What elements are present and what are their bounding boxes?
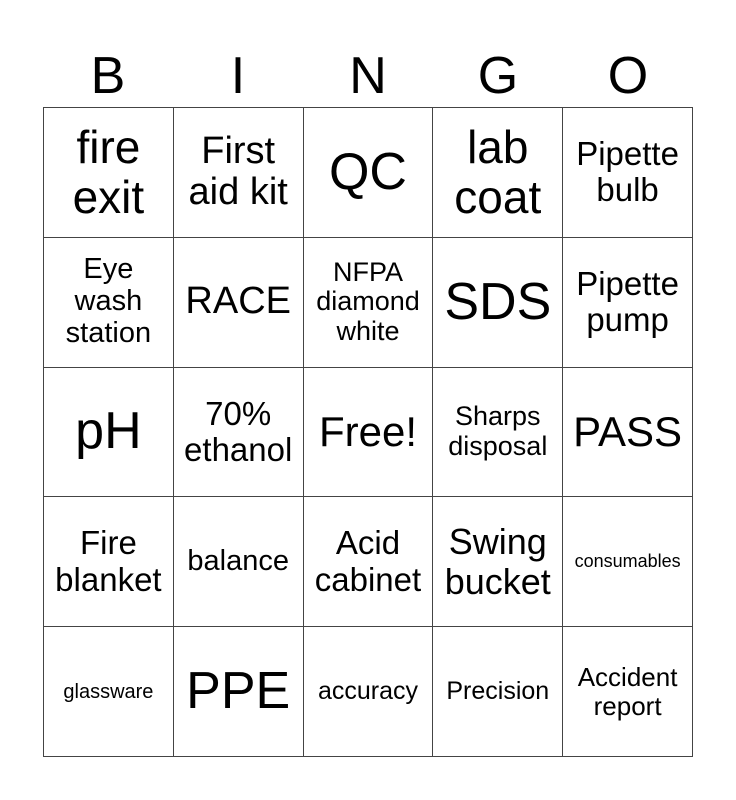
- bingo-cell[interactable]: [563, 497, 693, 627]
- cell-label: SDS: [444, 272, 552, 331]
- header-letter-b: B: [90, 47, 126, 105]
- cell-label: First aid kit: [188, 129, 288, 214]
- bingo-cell[interactable]: [174, 108, 304, 238]
- cell-label: Eye wash station: [65, 253, 152, 350]
- bingo-cell[interactable]: [433, 238, 563, 368]
- cell-label: Swing bucket: [444, 521, 551, 602]
- cell-label: pH: [75, 402, 142, 461]
- header-letter-g: G: [477, 47, 519, 105]
- bingo-cell[interactable]: [563, 238, 693, 368]
- bingo-cell[interactable]: [174, 627, 304, 757]
- bingo-cell[interactable]: [433, 108, 563, 238]
- bingo-cell[interactable]: [433, 627, 563, 757]
- cell-label: RACE: [185, 280, 291, 323]
- bingo-cell[interactable]: [44, 627, 174, 757]
- bingo-cell[interactable]: [44, 238, 174, 368]
- bingo-header: [43, 44, 693, 108]
- cell-label: NFPA diamond white: [316, 256, 420, 347]
- cell-label: accuracy: [317, 676, 419, 705]
- cell-label: Precision: [446, 676, 550, 705]
- cell-label: Pipette pump: [576, 264, 679, 339]
- bingo-cell[interactable]: [44, 497, 174, 627]
- cell-label: QC: [328, 142, 407, 201]
- bingo-cell[interactable]: [304, 238, 434, 368]
- bingo-board: [43, 107, 693, 757]
- cell-label: Acid cabinet: [314, 524, 422, 598]
- cell-label: Accident report: [577, 662, 678, 721]
- cell-label: PASS: [573, 407, 683, 455]
- cell-label: consumables: [574, 550, 681, 571]
- cell-label: Sharps disposal: [448, 401, 548, 461]
- bingo-cell[interactable]: [174, 368, 304, 498]
- bingo-cell[interactable]: [433, 368, 563, 498]
- cell-label: lab coat: [454, 120, 542, 224]
- cell-label: Free!: [318, 407, 417, 455]
- bingo-cell[interactable]: [304, 108, 434, 238]
- bingo-cell[interactable]: [174, 497, 304, 627]
- bingo-cell[interactable]: [44, 368, 174, 498]
- bingo-cell[interactable]: [433, 497, 563, 627]
- cell-label: Fire blanket: [55, 524, 162, 598]
- bingo-cell[interactable]: [174, 238, 304, 368]
- header-letter-i: I: [230, 47, 246, 105]
- bingo-cell[interactable]: [44, 108, 174, 238]
- bingo-cell[interactable]: [304, 627, 434, 757]
- cell-label: balance: [187, 544, 289, 577]
- bingo-cell[interactable]: [563, 368, 693, 498]
- bingo-cell[interactable]: [563, 627, 693, 757]
- cell-label: Pipette bulb: [576, 135, 679, 209]
- cell-label: glassware: [63, 680, 154, 703]
- bingo-cell[interactable]: [304, 368, 434, 498]
- bingo-cell[interactable]: [304, 497, 434, 627]
- cell-label: PPE: [186, 662, 291, 720]
- cell-label: fire exit: [72, 120, 145, 224]
- cell-label: 70% ethanol: [184, 394, 293, 468]
- header-letter-n: N: [349, 47, 387, 105]
- header-letter-o: O: [607, 47, 649, 105]
- bingo-cell[interactable]: [563, 108, 693, 238]
